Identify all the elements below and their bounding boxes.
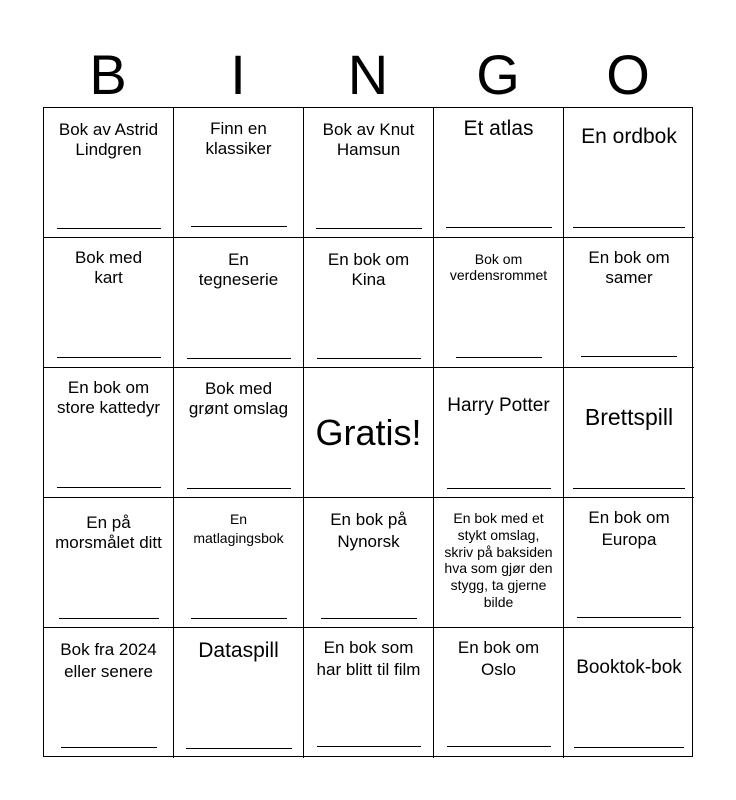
bingo-cell[interactable] <box>44 108 174 238</box>
signature-line <box>573 227 685 228</box>
header-letter-n: N <box>347 43 389 106</box>
signature-line <box>316 228 422 229</box>
cell-text: En bok med et stykt omslag, skriv på baksiden hva som gjør den stygg, ta gjerne bilde <box>444 510 553 610</box>
cell-text: Bok om verdensrommet <box>449 251 548 284</box>
bingo-cell[interactable] <box>174 368 304 498</box>
signature-line <box>577 617 681 618</box>
bingo-cell[interactable] <box>304 498 434 628</box>
bingo-grid <box>43 107 693 757</box>
signature-line <box>57 228 161 229</box>
signature-line <box>581 356 677 357</box>
bingo-cell[interactable] <box>434 628 564 758</box>
cell-text: Bok av Knut Hamsun <box>322 120 415 159</box>
bingo-cell[interactable] <box>434 108 564 238</box>
signature-line <box>57 487 161 488</box>
cell-text: En bok som har blitt til film <box>316 638 421 680</box>
signature-line <box>446 227 552 228</box>
bingo-cell[interactable] <box>564 238 694 368</box>
bingo-cell[interactable] <box>44 628 174 758</box>
signature-line <box>59 618 159 619</box>
cell-text: Bok med grønt omslag <box>188 379 289 418</box>
bingo-cell[interactable] <box>564 108 694 238</box>
signature-line <box>187 358 291 359</box>
cell-text: Et atlas <box>463 117 534 140</box>
free-space-text: Gratis! <box>315 411 422 453</box>
bingo-header <box>43 44 693 106</box>
bingo-cell[interactable] <box>174 108 304 238</box>
signature-line <box>321 618 417 619</box>
cell-text: En ordbok <box>581 125 677 148</box>
signature-line <box>186 748 292 749</box>
bingo-cell[interactable] <box>564 498 694 628</box>
cell-text: En bok om store kattedyr <box>57 378 160 417</box>
cell-text: Bok fra 2024 eller senere <box>60 640 157 682</box>
cell-text: En på morsmålet ditt <box>55 513 162 552</box>
cell-text: En bok om Kina <box>327 250 410 289</box>
cell-text: Booktok-bok <box>576 657 682 678</box>
signature-line <box>573 488 685 489</box>
header-letter-i: I <box>230 43 246 106</box>
signature-line <box>447 488 551 489</box>
cell-text: En matlagingsbok <box>193 511 284 546</box>
cell-text: En bok om Europa <box>588 508 670 550</box>
bingo-cell[interactable] <box>434 498 564 628</box>
signature-line <box>57 357 161 358</box>
bingo-cell[interactable] <box>44 498 174 628</box>
signature-line <box>456 357 542 358</box>
header-letter-b: B <box>89 43 127 106</box>
bingo-cell[interactable] <box>564 368 694 498</box>
bingo-cell[interactable] <box>304 238 434 368</box>
cell-text: Harry Potter <box>447 395 550 416</box>
cell-text: Brettspill <box>584 404 674 430</box>
cell-text: En bok på Nynorsk <box>330 510 407 552</box>
bingo-cell[interactable] <box>564 628 694 758</box>
bingo-cell[interactable] <box>434 238 564 368</box>
bingo-cell[interactable] <box>174 498 304 628</box>
bingo-cell[interactable] <box>304 628 434 758</box>
signature-line <box>191 226 287 227</box>
cell-text: En bok om samer <box>588 248 670 287</box>
signature-line <box>317 746 421 747</box>
bingo-cell[interactable] <box>434 368 564 498</box>
cell-text: Finn en klassiker <box>205 119 272 158</box>
cell-text: En bok om Oslo <box>457 638 540 680</box>
free-space-cell[interactable] <box>304 368 434 498</box>
signature-line <box>447 746 551 747</box>
cell-text: Bok av Astrid Lindgren <box>58 120 159 159</box>
header-letter-g: G <box>476 43 520 106</box>
bingo-cell[interactable] <box>304 108 434 238</box>
bingo-cell[interactable] <box>44 238 174 368</box>
signature-line <box>317 358 421 359</box>
cell-text: En tegneserie <box>198 250 279 289</box>
bingo-cell[interactable] <box>44 368 174 498</box>
cell-text: Dataspill <box>198 639 279 662</box>
cell-text: Bok med kart <box>74 248 143 287</box>
signature-line <box>187 488 291 489</box>
bingo-cell[interactable] <box>174 628 304 758</box>
signature-line <box>191 618 287 619</box>
header-letter-o: O <box>606 43 650 106</box>
bingo-cell[interactable] <box>174 238 304 368</box>
signature-line <box>61 747 157 748</box>
signature-line <box>574 747 684 748</box>
